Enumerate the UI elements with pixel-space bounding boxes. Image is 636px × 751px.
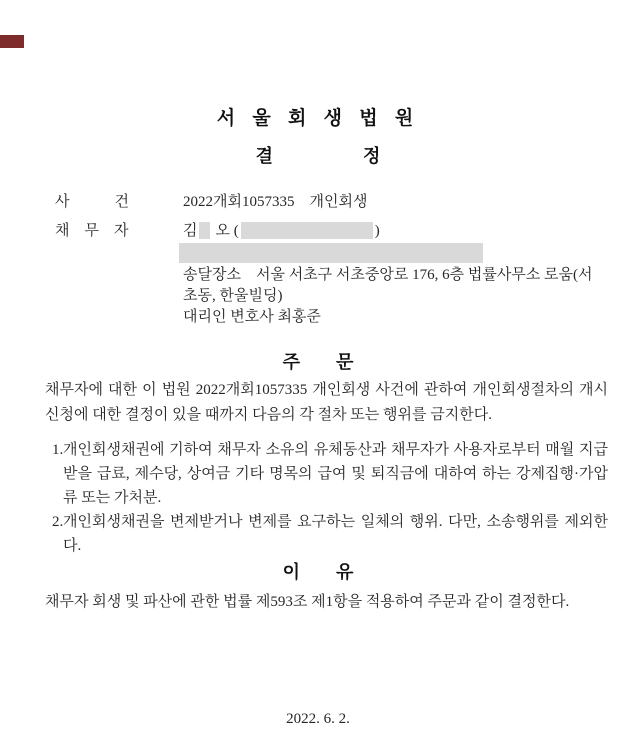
- court-name-title: 서 울 회 생 법 원: [216, 108, 420, 129]
- order-section-heading: 주 문: [282, 352, 354, 372]
- case-label: 사 건: [55, 194, 129, 210]
- service-address-line-2: 초동, 한울빌딩): [183, 288, 283, 304]
- debtor-givenname-paren: 오 (: [215, 223, 239, 239]
- debtor-paren-close: ): [374, 223, 380, 239]
- attorney-line: 대리인 변호사 최홍준: [183, 309, 321, 325]
- corner-stamp-mark: [0, 35, 24, 48]
- order-item-2: [52, 510, 608, 558]
- order-item-1-text: 개인회생채권에 기하여 채무자 소유의 유체동산과 채무자가 사용자로부터 매월 지급받을 급료, 제수당, 상여금 기타 명목의 급여 및 퇴직금에 대하여 하는 강제집행·가압류 또는 가처분.: [63, 442, 608, 506]
- order-item-1-number: 1.: [52, 442, 64, 458]
- order-item-2-text: 개인회생채권을 변제받거나 변제를 요구하는 일체의 행위. 다만, 소송행위를 제외한다.: [63, 514, 608, 554]
- redaction-box-address: [179, 243, 483, 263]
- redaction-box-name: [199, 222, 210, 239]
- debtor-label: 채 무 자: [55, 223, 129, 239]
- debtor-address-block: [183, 265, 623, 328]
- order-items-list: [52, 438, 608, 558]
- order-paragraph: 채무자에 대한 이 법원 2022개회1057335 개인회생 사건에 관하여 개인회생절차의 개시신청에 대한 결정이 있을 때까지 다음의 각 절차 또는 행위를 금지한다.: [45, 382, 608, 423]
- service-address-line-1: 송달장소 서울 서초구 서초중앙로 176, 6층 법률사무소 로움(서: [183, 267, 593, 283]
- case-number-row: [0, 192, 636, 212]
- reason-section-heading: 이 유: [282, 562, 354, 582]
- redaction-box-id-number: [241, 222, 373, 239]
- debtor-name-value: [183, 221, 380, 241]
- reason-paragraph: 채무자 회생 및 파산에 관한 법률 제593조 제1항을 적용하여 주문과 같이 결정한다.: [45, 594, 570, 610]
- order-item-1: [52, 438, 608, 510]
- debtor-row: [0, 221, 636, 241]
- case-number-value: 2022개회1057335 개인회생: [183, 194, 368, 210]
- order-item-2-number: 2.: [52, 514, 64, 530]
- debtor-surname: 김: [183, 223, 198, 239]
- decision-date: 2022. 6. 2.: [286, 711, 350, 727]
- decision-heading: 결 정: [255, 146, 381, 166]
